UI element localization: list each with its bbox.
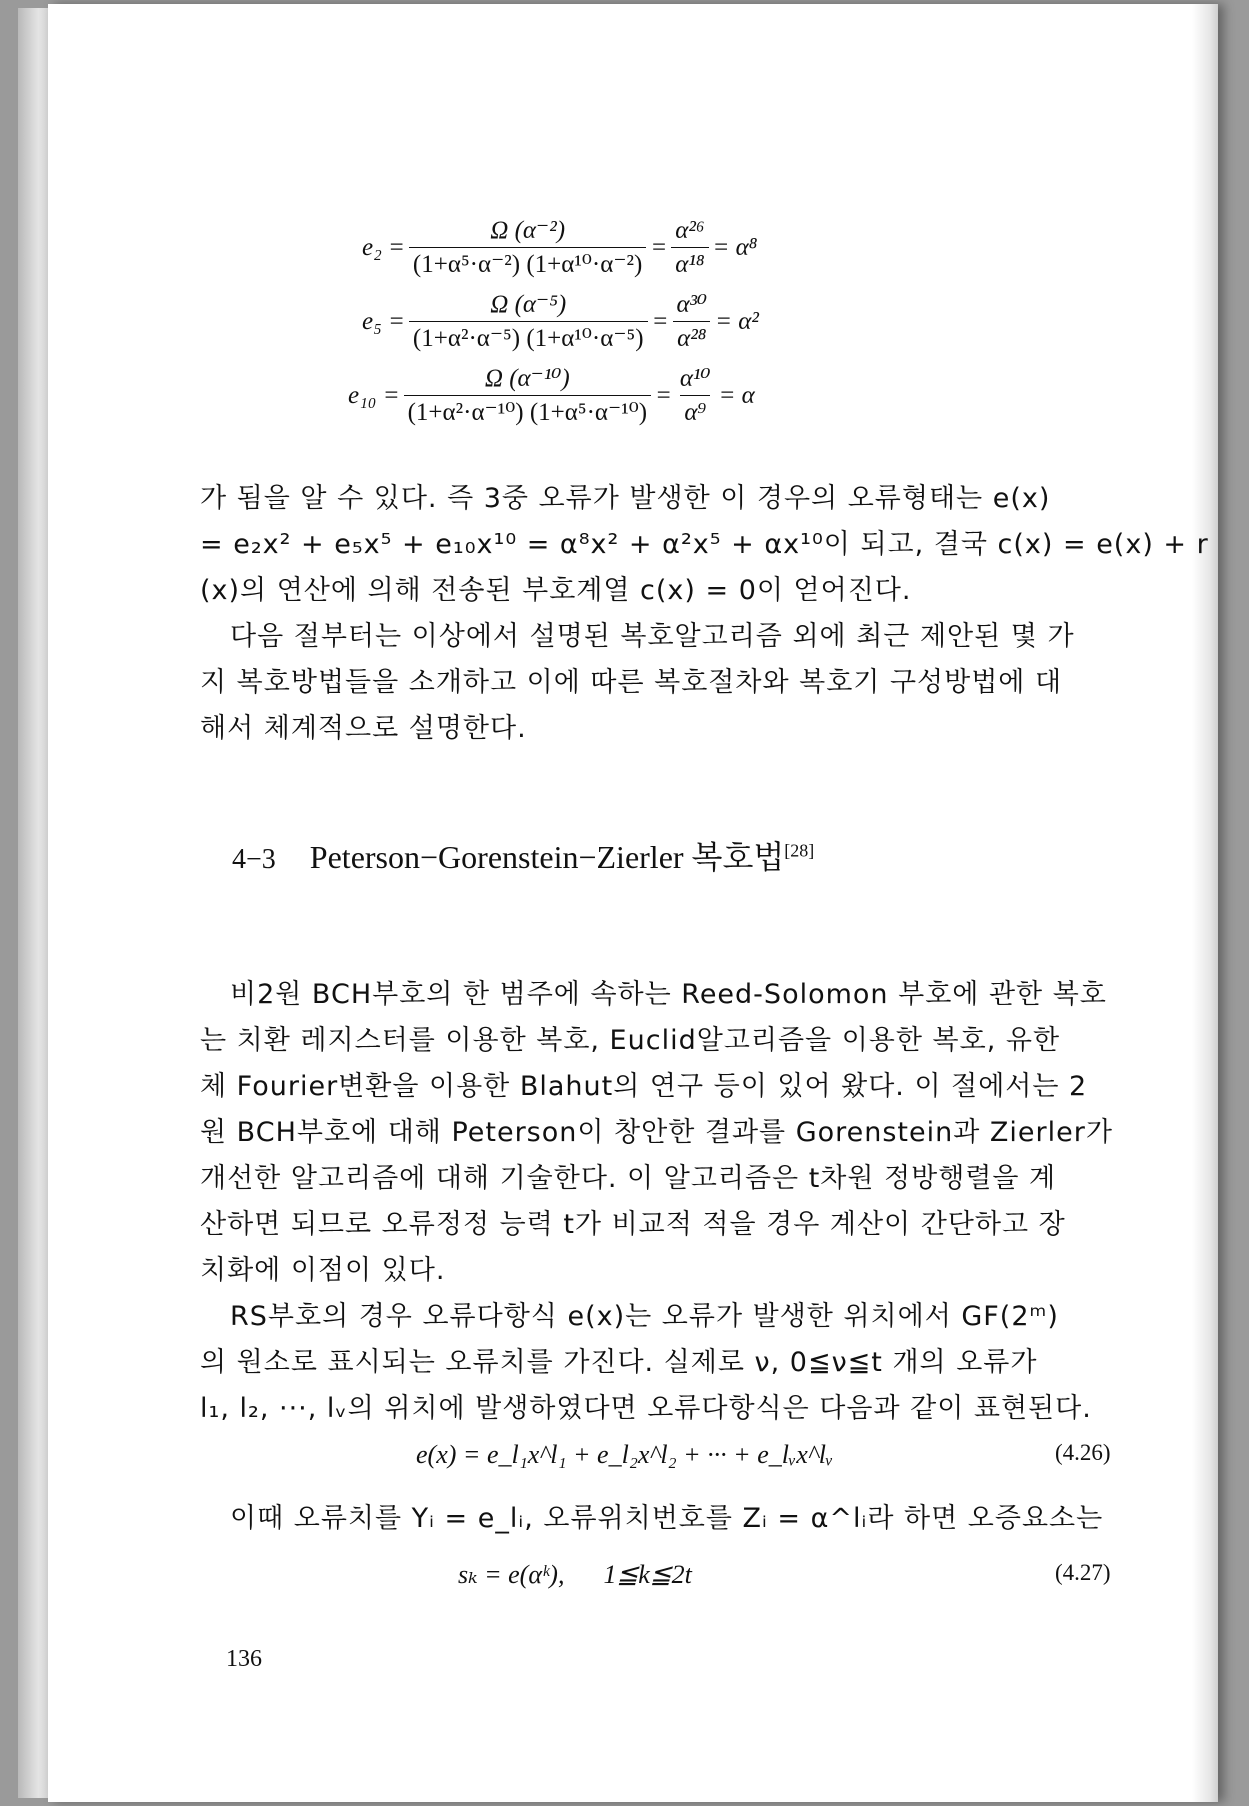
fraction-denominator: (1+α²·α⁻⁵) (1+α¹⁰·α⁻⁵) (409, 321, 648, 351)
eq-lhs: e₅ = (362, 307, 405, 335)
fraction-denominator: (1+α⁵·α⁻²) (1+α¹⁰·α⁻²) (409, 247, 646, 277)
section-reference: [28] (784, 840, 815, 861)
text-line: (x)의 연산에 의해 전송된 부호계열 c(x) = 0이 얻어진다. (200, 575, 912, 606)
fraction (409, 218, 646, 277)
fraction-result (671, 218, 708, 277)
fraction-numerator: Ω (α⁻¹⁰) (484, 365, 570, 392)
text-line: 지 복호방법들을 소개하고 이에 따른 복호절차와 복호기 구성방법에 대 (200, 667, 1063, 698)
text-line: 개선한 알고리즘에 대해 기술한다. 이 알고리즘은 t차원 정방행렬을 계 (200, 1163, 1057, 1194)
text-line: 원 BCH부호에 대해 Peterson이 창안한 결과를 Gorenstein과 Zierler가 (200, 1117, 1113, 1148)
text-line: 의 원소로 표시되는 오류치를 가진다. 실제로 ν, 0≦ν≦t 개의 오류가 (200, 1347, 1038, 1378)
equation-e10: e₁₀ = $\frac{\text{Ω (α⁻¹⁰)}}{\text{(1+α²·α⁻¹⁰) (1+α⁵·α⁻¹⁰)}}$ = $\frac{\text{α¹⁰}}{\text{α⁹}}$ = α (348, 365, 755, 426)
equation-4-26: e(x) = e_l₁x^l₁ + e_l₂x^l₂ + ··· + e_lᵥx^lᵥ (416, 1440, 834, 1469)
equation-number: (4.27) (1055, 1560, 1111, 1585)
text-line: 비2원 BCH부호의 한 범주에 속하는 Reed-Solomon 부호에 관한 복호 (230, 979, 1107, 1010)
fraction-numerator: α¹⁰ (679, 365, 711, 392)
eq-result: = α⁸ (712, 233, 758, 261)
fraction-numerator: Ω (α⁻⁵) (490, 291, 567, 318)
eq-lhs: e₁₀ = (348, 381, 400, 409)
fraction (404, 366, 651, 425)
page-edge (1192, 4, 1218, 1802)
eq-result: = α (718, 381, 755, 409)
equation-4-27: sₖ = e(αᵏ), 1≦k≦2t (458, 1560, 692, 1589)
equation-number: (4.26) (1055, 1440, 1111, 1465)
eq-result: = α² (715, 307, 759, 335)
fraction (409, 292, 648, 351)
text-line: 산하면 되므로 오류정정 능력 t가 비교적 적을 경우 계산이 간단하고 장 (200, 1209, 1066, 1240)
text-line: 가 됨을 알 수 있다. 즉 3중 오류가 발생한 이 경우의 오류형태는 e(x) (200, 483, 1051, 514)
text-line: l₁, l₂, ···, lᵥ의 위치에 발생하였다면 오류다항식은 다음과 같이 표현된다. (200, 1393, 1092, 1424)
text-line: 체 Fourier변환을 이용한 Blahut의 연구 등이 있어 왔다. 이 절에서는 2 (200, 1071, 1088, 1102)
equation-e5: e₅ = $\frac{\text{Ω (α⁻⁵)}}{\text{(1+α²·α⁻⁵) (1+α¹⁰·α⁻⁵)}}$ = $\frac{\text{α³⁰}}{\text{α²⁸}}$ = α² (362, 291, 759, 352)
text-line: 해서 체계적으로 설명한다. (200, 713, 527, 744)
page-number: 136 (226, 1646, 262, 1672)
fraction-denominator: α⁹ (680, 395, 710, 425)
fraction-result (676, 366, 715, 425)
fraction-denominator: α²⁸ (673, 321, 710, 351)
section-number: 4−3 (232, 844, 276, 875)
text-line: 이때 오류치를 Yᵢ = e_lᵢ, 오류위치번호를 Zᵢ = α^lᵢ라 하면 오증요소는 (230, 1503, 1104, 1534)
text-line: RS부호의 경우 오류다항식 e(x)는 오류가 발생한 위치에서 GF(2ᵐ) (230, 1301, 1059, 1332)
fraction-numerator: α³⁰ (676, 291, 708, 318)
section-heading (232, 832, 814, 878)
text-line: 다음 절부터는 이상에서 설명된 복호알고리즘 외에 최근 제안된 몇 가 (230, 621, 1075, 652)
fraction-numerator: Ω (α⁻²) (490, 217, 566, 244)
fraction-denominator: α¹⁸ (671, 247, 708, 277)
fraction-numerator: α²⁶ (675, 217, 705, 244)
book-spine (18, 8, 52, 1798)
fraction-result (672, 292, 711, 351)
text-line: = e₂x² + e₅x⁵ + e₁₀x¹⁰ = α⁸x² + α²x⁵ + αx¹⁰이 되고, 결국 c(x) = e(x) + r (200, 529, 1209, 560)
equation-e2: e₂ = $\frac{\text{Ω (α⁻²)}}{\text{(1+α⁵·α⁻²) (1+α¹⁰·α⁻²)}}$ = $\frac{\text{α²⁶}}{\text{α¹⁸}}$ = α⁸ (362, 217, 758, 278)
fraction-denominator: (1+α²·α⁻¹⁰) (1+α⁵·α⁻¹⁰) (404, 395, 651, 425)
eq-lhs: e₂ = (362, 233, 405, 261)
section-title: Peterson−Gorenstein−Zierler 복호법 (309, 839, 785, 875)
text-line: 는 치환 레지스터를 이용한 복호, Euclid알고리즘을 이용한 복호, 유한 (200, 1025, 1061, 1056)
text-line: 치화에 이점이 있다. (200, 1255, 446, 1286)
